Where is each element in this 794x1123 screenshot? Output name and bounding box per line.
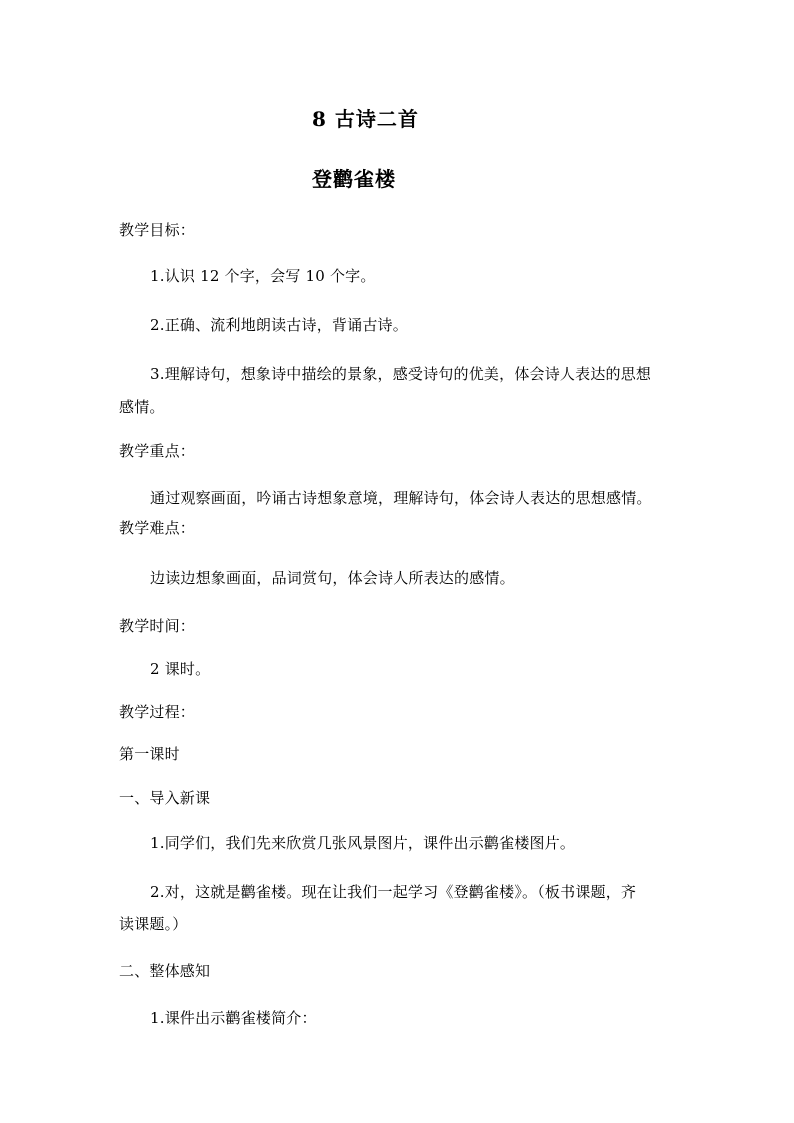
key-points-heading: 教学重点：: [119, 442, 196, 460]
time-text: 2 课时。: [150, 660, 211, 678]
difficulties-text: 边读边想象画面，品词赏句，体会诗人所表达的感情。: [150, 569, 515, 587]
section2-item: 1.课件出示鹳雀楼简介：: [150, 1009, 317, 1027]
section1-item-continued: 读课题。）: [119, 915, 188, 933]
objective-item: 2.正确、流利地朗读古诗，背诵古诗。: [150, 316, 408, 334]
objectives-heading: 教学目标：: [119, 221, 196, 239]
difficulties-heading: 教学难点：: [119, 519, 196, 537]
process-heading: 教学过程：: [119, 703, 196, 721]
objective-item: 3.理解诗句，想象诗中描绘的景象，感受诗句的优美，体会诗人表达的思想: [150, 365, 652, 383]
section1-heading: 一、导入新课: [119, 789, 211, 807]
objective-item-continued: 感情。: [119, 398, 165, 416]
poem-title: 登鹳雀楼: [312, 167, 396, 191]
key-points-text: 通过观察画面，吟诵古诗想象意境，理解诗句，体会诗人表达的思想感情。: [150, 489, 652, 507]
lesson-title: 8 古诗二首: [312, 107, 419, 131]
section1-item: 1.同学们，我们先来欣赏几张风景图片，课件出示鹳雀楼图片。: [150, 834, 576, 852]
section2-heading: 二、整体感知: [119, 962, 211, 980]
objective-item: 1.认识 12 个字，会写 10 个字。: [150, 267, 376, 285]
first-lesson-label: 第一课时: [119, 745, 180, 763]
time-heading: 教学时间：: [119, 617, 196, 635]
section1-item: 2.对，这就是鹳雀楼。现在让我们一起学习《登鹳雀楼》。（板书课题，齐: [150, 883, 637, 901]
